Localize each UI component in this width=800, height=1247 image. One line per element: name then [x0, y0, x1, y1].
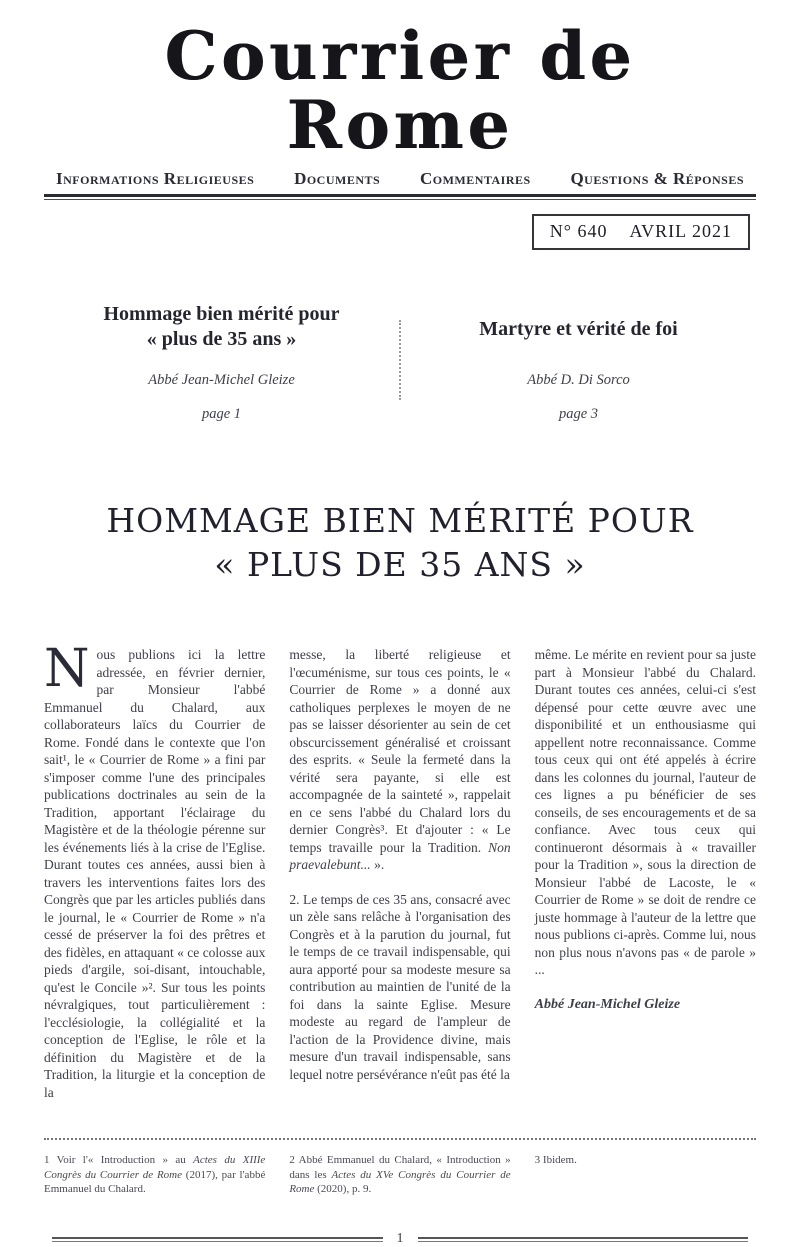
cited-work: Actes du XIIIe Congrès du Courrier de Rome — [44, 1154, 266, 1181]
footnote-3: 3 Ibidem. — [534, 1154, 577, 1167]
footnote-separator — [44, 1138, 756, 1140]
issue-row — [44, 214, 756, 250]
latin-phrase: Non praevalebunt... — [289, 839, 511, 873]
article-column-1 — [44, 639, 266, 1118]
masthead-double-rule — [44, 194, 756, 200]
drop-cap: N — [44, 639, 90, 700]
masthead-sections — [44, 169, 756, 189]
teaser-page-ref: page 1 — [201, 406, 242, 423]
paragraph: messe, la liberté religieuse et l'œcuménisme, sur tous ces points, le « Courrier de Rome » a donné aux catholiques perplexes le moyen de ne pas se laisser désorienter au sein de cet obscurcissement généralisé et croissant des esprits. « Seule la fermeté dans la vérité sera payante, si elle est accompagnée de la sainteté », rappelait en ce sens l'abbé du Chalard lors du dernier Congrès³. Et d'ajouter : « Le temps travaille pour la Tradition. Non praevalebunt... ». — [289, 647, 511, 873]
paragraph: même. Le mérite en revient pour sa juste part à Monsieur l'abbé du Chalard. Durant toutes ces années, celui-ci s'est dépensé pour cette œuvre avec une disponibilité et un enthousiasme qui appellent notre reconnaissance. Comme tous ceux qui ont été appelés à écrire dans les colonnes du journal, l'auteur de ces lignes a pu bénéficier de ses conseils, de ses encouragements et de sa confiance. Avec tous ceux qui continueront désormais à « travailler pour la Tradition », sous la direction de Monsieur l'abbé de Lacoste, le « Courrier de Rome » se doit de rendre ce juste hommage à l'auteur de la lettre que nous publions ci-après. Comme lui, nous non plus nous n'avons pas « de parole » ... — [534, 647, 756, 978]
teaser-author: Abbé D. Di Sorco — [527, 372, 630, 389]
footer-rule-right — [418, 1237, 749, 1242]
footnotes — [44, 1153, 756, 1211]
issue-number: N° 640 — [549, 221, 608, 242]
cited-work: Actes du XVe Congrès du Courrier de Rome — [289, 1168, 511, 1196]
teaser-page-ref: page 3 — [558, 406, 599, 423]
front-page-teasers — [44, 302, 756, 423]
article-column-2 — [289, 646, 510, 1118]
masthead-title: Courrier de Rome — [164, 17, 636, 164]
footer-rule-left — [52, 1237, 383, 1242]
article-column-3 — [535, 646, 756, 1118]
teaser-title: Hommage bien mérité pour « plus de 35 ans » — [103, 303, 340, 351]
issue-box — [532, 214, 750, 250]
article-headline — [44, 499, 756, 586]
author-signature: Abbé Jean-Michel Gleize — [534, 996, 681, 1012]
page-number: 1 — [396, 1231, 404, 1247]
issue-date: AVRIL 2021 — [629, 221, 732, 242]
footnote-2: 2 Abbé Emmanuel du Chalard, « Introduction » dans les Actes du XVe Congrès du Courrier de Rome (2020), p. 9. — [289, 1154, 511, 1196]
article-headline-line1: HOMMAGE BIEN MÉRITÉ POUR — [106, 501, 694, 541]
footnote-1: 1 Voir l'« Introduction » au Actes du XIIIe Congrès du Courrier de Rome (2017), par l'abbé Emmanuel du Chalard. — [44, 1154, 266, 1196]
paragraph: 2. Le temps de ces 35 ans, consacré avec un zèle sans relâche à l'organisation des Congrès et à la parution du journal, fut le temps de ce travail indispensable, qui aura apporté pour sa modeste mesure sa contribution au maintien de l'unité de la foi dans la sainte Eglise. Mesure modeste au regard de l'ampleur de l'action de la Providence divine, mais mesure d'un travail indispensable, sans lequel notre persévérance n'eût pas été la — [289, 891, 511, 1082]
page-footer — [44, 1231, 756, 1247]
section-label-questions-reponses: Questions & Réponses — [570, 169, 744, 189]
teaser-title: Martyre et vérité de foi — [479, 318, 678, 341]
paragraph: Nous publions ici la lettre adressée, en février dernier, par Monsieur l'abbé Emmanuel du Chalard, aux collaborateurs laïcs du Courrier de Rome. Fondé dans le contexte que l'on sait¹, le « Courrier de Rome » a fini par s'imposer comme l'une des principales publications doctrinales au sein de la Tradition, apportant l'éclairage du Magistère et de la théologie pérenne sur les événements liés à la crise de l'Eglise. Durant toutes ces années, aussi bien à travers les interventions faites lors des Congrès que par les articles publiés dans le journal, le « Courrier de Rome » n'a cessé de préserver la foi des prêtres et des fidèles, en attaquant « ce colosse aux pieds d'argile, soi-disant, intouchable, qu'est le Concile »². Sur tous les points névralgiques, tout particulièrement : l'ecclésiologie, la collégialité et la conception de l'Eglise, le rôle et la définition du Magistère et de la Tradition, la liturgie et la conception de la — [44, 639, 266, 1100]
teaser-author: Abbé Jean-Michel Gleize — [148, 372, 295, 389]
section-label-informations-religieuses: Informations Religieuses — [56, 169, 255, 189]
article-body — [44, 639, 756, 1118]
section-label-documents: Documents — [294, 169, 381, 189]
section-label-commentaires: Commentaires — [419, 169, 531, 189]
teaser-hommage — [44, 302, 399, 423]
teaser-martyre — [401, 302, 756, 423]
article-headline-line2: « PLUS DE 35 ANS » — [214, 544, 586, 584]
